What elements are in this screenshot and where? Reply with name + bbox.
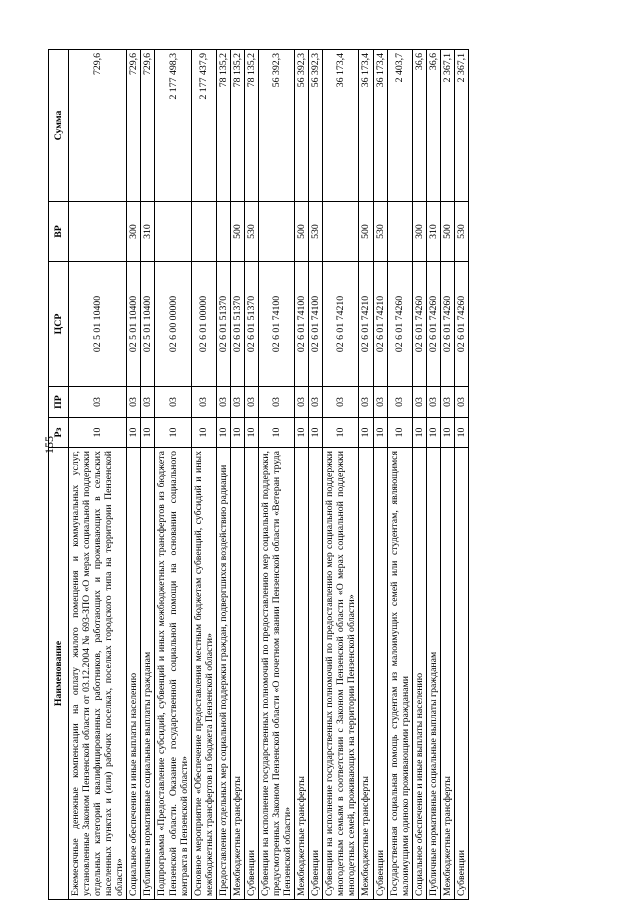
cell-csr: 02 6 01 74260 xyxy=(387,262,412,387)
cell-rz: 10 xyxy=(141,418,155,448)
table-row xyxy=(244,50,258,900)
cell-pr: 03 xyxy=(230,387,244,418)
cell-rz: 10 xyxy=(373,418,387,448)
cell-vr: 500 xyxy=(440,202,454,262)
cell-vr xyxy=(258,202,294,262)
cell-sum: 56 392,3 xyxy=(295,50,309,202)
table-row xyxy=(69,50,127,900)
cell-vr: 530 xyxy=(309,202,323,262)
cell-name: Социальное обеспечение и иные выплаты населению xyxy=(412,448,426,900)
header-pr: ПР xyxy=(49,387,69,418)
cell-vr xyxy=(216,202,230,262)
header-rz: Рз xyxy=(49,418,69,448)
cell-rz: 10 xyxy=(258,418,294,448)
cell-csr: 02 6 01 74260 xyxy=(454,262,468,387)
cell-name: Подпрограмма «Предоставление субсидий, субвенций и иных межбюджетных трансфертов из бюджета Пензенской области. Оказание государственной социальной помощи на основании социального контракта в Пензенской области» xyxy=(155,448,191,900)
cell-rz: 10 xyxy=(69,418,127,448)
cell-rz: 10 xyxy=(127,418,141,448)
cell-pr: 03 xyxy=(426,387,440,418)
table-row xyxy=(454,50,468,900)
cell-csr: 02 6 01 51370 xyxy=(216,262,230,387)
cell-sum: 56 392,3 xyxy=(309,50,323,202)
cell-sum: 78 135,2 xyxy=(244,50,258,202)
header-csr: ЦСР xyxy=(49,262,69,387)
cell-csr: 02 6 01 74100 xyxy=(258,262,294,387)
cell-rz: 10 xyxy=(412,418,426,448)
cell-csr: 02 6 01 51370 xyxy=(230,262,244,387)
cell-pr: 03 xyxy=(373,387,387,418)
table-row xyxy=(387,50,412,900)
cell-sum: 2 177 498,3 xyxy=(155,50,191,202)
cell-name: Субвенции xyxy=(454,448,468,900)
cell-name: Социальное обеспечение и иные выплаты населению xyxy=(127,448,141,900)
cell-pr: 03 xyxy=(216,387,230,418)
header-sum: Сумма xyxy=(49,50,69,202)
cell-name: Государственная социальная помощь студентам из малоимущих семей или студентам, являющимся малоимущими одиноко проживающими гражданами xyxy=(387,448,412,900)
cell-sum: 56 392,3 xyxy=(258,50,294,202)
table-row xyxy=(216,50,230,900)
cell-vr: 530 xyxy=(244,202,258,262)
table-row xyxy=(141,50,155,900)
cell-vr xyxy=(191,202,216,262)
header-row xyxy=(49,50,69,900)
cell-name: Субвенции xyxy=(244,448,258,900)
cell-csr: 02 6 01 51370 xyxy=(244,262,258,387)
cell-pr: 03 xyxy=(387,387,412,418)
cell-vr xyxy=(387,202,412,262)
cell-pr: 03 xyxy=(244,387,258,418)
cell-csr: 02 6 00 00000 xyxy=(155,262,191,387)
header-name: Наименование xyxy=(49,448,69,900)
cell-csr: 02 6 01 74260 xyxy=(440,262,454,387)
cell-vr: 530 xyxy=(454,202,468,262)
cell-pr: 03 xyxy=(258,387,294,418)
cell-csr: 02 5 01 10400 xyxy=(69,262,127,387)
cell-name: Межбюджетные трансферты xyxy=(440,448,454,900)
cell-csr: 02 6 01 74210 xyxy=(373,262,387,387)
cell-csr: 02 6 01 74100 xyxy=(295,262,309,387)
cell-vr: 500 xyxy=(230,202,244,262)
cell-pr: 03 xyxy=(309,387,323,418)
cell-rz: 10 xyxy=(359,418,373,448)
table-row xyxy=(230,50,244,900)
cell-sum: 36,6 xyxy=(426,50,440,202)
cell-rz: 10 xyxy=(191,418,216,448)
cell-name: Предоставление отдельных мер социальной поддержки граждан, подвергшихся воздействию радиации xyxy=(216,448,230,900)
cell-sum: 2 367,1 xyxy=(440,50,454,202)
cell-name: Публичные нормативные социальные выплаты гражданам xyxy=(426,448,440,900)
table-row xyxy=(191,50,216,900)
cell-rz: 10 xyxy=(216,418,230,448)
cell-name: Субвенции xyxy=(309,448,323,900)
cell-sum: 78 135,2 xyxy=(230,50,244,202)
cell-sum: 36 173,4 xyxy=(323,50,359,202)
table-header xyxy=(49,50,69,900)
table-row xyxy=(295,50,309,900)
header-vr: ВР xyxy=(49,202,69,262)
cell-vr xyxy=(323,202,359,262)
cell-sum: 729,6 xyxy=(69,50,127,202)
table-row xyxy=(127,50,141,900)
cell-rz: 10 xyxy=(440,418,454,448)
cell-rz: 10 xyxy=(426,418,440,448)
cell-name: Межбюджетные трансферты xyxy=(230,448,244,900)
cell-pr: 03 xyxy=(141,387,155,418)
cell-sum: 36 173,4 xyxy=(359,50,373,202)
cell-pr: 03 xyxy=(155,387,191,418)
table-body xyxy=(69,50,469,900)
cell-vr: 300 xyxy=(412,202,426,262)
cell-name: Субвенции на исполнение государственных полномочий по предоставлению мер социальной поддержки многодетным семьям в соответствии с Законом Пензенской области «О мерах социальной поддержки многодетных семей, проживающих на территории Пензенской области» xyxy=(323,448,359,900)
cell-sum: 2 367,1 xyxy=(454,50,468,202)
table-row xyxy=(323,50,359,900)
budget-table xyxy=(48,49,469,900)
cell-csr: 02 5 01 10400 xyxy=(127,262,141,387)
cell-pr: 03 xyxy=(191,387,216,418)
cell-pr: 03 xyxy=(295,387,309,418)
cell-vr xyxy=(69,202,127,262)
cell-pr: 03 xyxy=(412,387,426,418)
cell-csr: 02 6 01 74260 xyxy=(412,262,426,387)
table-row xyxy=(412,50,426,900)
cell-pr: 03 xyxy=(454,387,468,418)
cell-pr: 03 xyxy=(440,387,454,418)
table-row xyxy=(440,50,454,900)
rotated-table-area xyxy=(48,50,588,900)
cell-vr: 500 xyxy=(359,202,373,262)
cell-csr: 02 6 01 00000 xyxy=(191,262,216,387)
cell-sum: 78 135,2 xyxy=(216,50,230,202)
cell-name: Основное мероприятие «Обеспечение предоставления местным бюджетам субвенций, субсидий и иных межбюджетных трансфертов из бюджета Пензенской области» xyxy=(191,448,216,900)
table-row xyxy=(258,50,294,900)
cell-rz: 10 xyxy=(454,418,468,448)
table-row xyxy=(426,50,440,900)
cell-csr: 02 5 01 10400 xyxy=(141,262,155,387)
cell-vr: 310 xyxy=(426,202,440,262)
table-row xyxy=(359,50,373,900)
cell-vr xyxy=(155,202,191,262)
cell-sum: 729,6 xyxy=(127,50,141,202)
cell-pr: 03 xyxy=(323,387,359,418)
cell-vr: 530 xyxy=(373,202,387,262)
table-row xyxy=(155,50,191,900)
cell-csr: 02 6 01 74210 xyxy=(323,262,359,387)
table-row xyxy=(309,50,323,900)
cell-sum: 36 173,4 xyxy=(373,50,387,202)
cell-pr: 03 xyxy=(127,387,141,418)
cell-name: Субвенции на исполнение государственных полномочий по предоставлению мер социальной поддержки, предусмотренных Законом Пензенской области «О почетном звании Пензенской области «Ветеран труда Пензенской области» xyxy=(258,448,294,900)
cell-name: Межбюджетные трансферты xyxy=(295,448,309,900)
cell-pr: 03 xyxy=(359,387,373,418)
cell-name: Публичные нормативные социальные выплаты гражданам xyxy=(141,448,155,900)
cell-vr: 500 xyxy=(295,202,309,262)
cell-vr: 300 xyxy=(127,202,141,262)
cell-rz: 10 xyxy=(323,418,359,448)
cell-name: Межбюджетные трансферты xyxy=(359,448,373,900)
cell-name: Субвенции xyxy=(373,448,387,900)
cell-csr: 02 6 01 74210 xyxy=(359,262,373,387)
cell-rz: 10 xyxy=(230,418,244,448)
cell-pr: 03 xyxy=(69,387,127,418)
cell-sum: 729,6 xyxy=(141,50,155,202)
table-row xyxy=(373,50,387,900)
cell-rz: 10 xyxy=(155,418,191,448)
cell-csr: 02 6 01 74100 xyxy=(309,262,323,387)
cell-rz: 10 xyxy=(309,418,323,448)
cell-csr: 02 6 01 74260 xyxy=(426,262,440,387)
cell-sum: 2 403,7 xyxy=(387,50,412,202)
cell-sum: 36,6 xyxy=(412,50,426,202)
cell-name: Ежемесячные денежные компенсации на оплату жилого помещения и коммунальных услуг, установленные Законом Пензенской области от 03.12.2004 № 693-ЗПО «О мерах социальной поддержки отдельных категорий квалифицированных работников, работающих и проживающих в сельских населенных пунктах и (или) рабочих поселках, поселках городского типа на территории Пензенской области» xyxy=(69,448,127,900)
cell-vr: 310 xyxy=(141,202,155,262)
page-number-text: 155 xyxy=(41,436,56,454)
cell-rz: 10 xyxy=(244,418,258,448)
cell-sum: 2 177 437,9 xyxy=(191,50,216,202)
cell-rz: 10 xyxy=(295,418,309,448)
cell-rz: 10 xyxy=(387,418,412,448)
